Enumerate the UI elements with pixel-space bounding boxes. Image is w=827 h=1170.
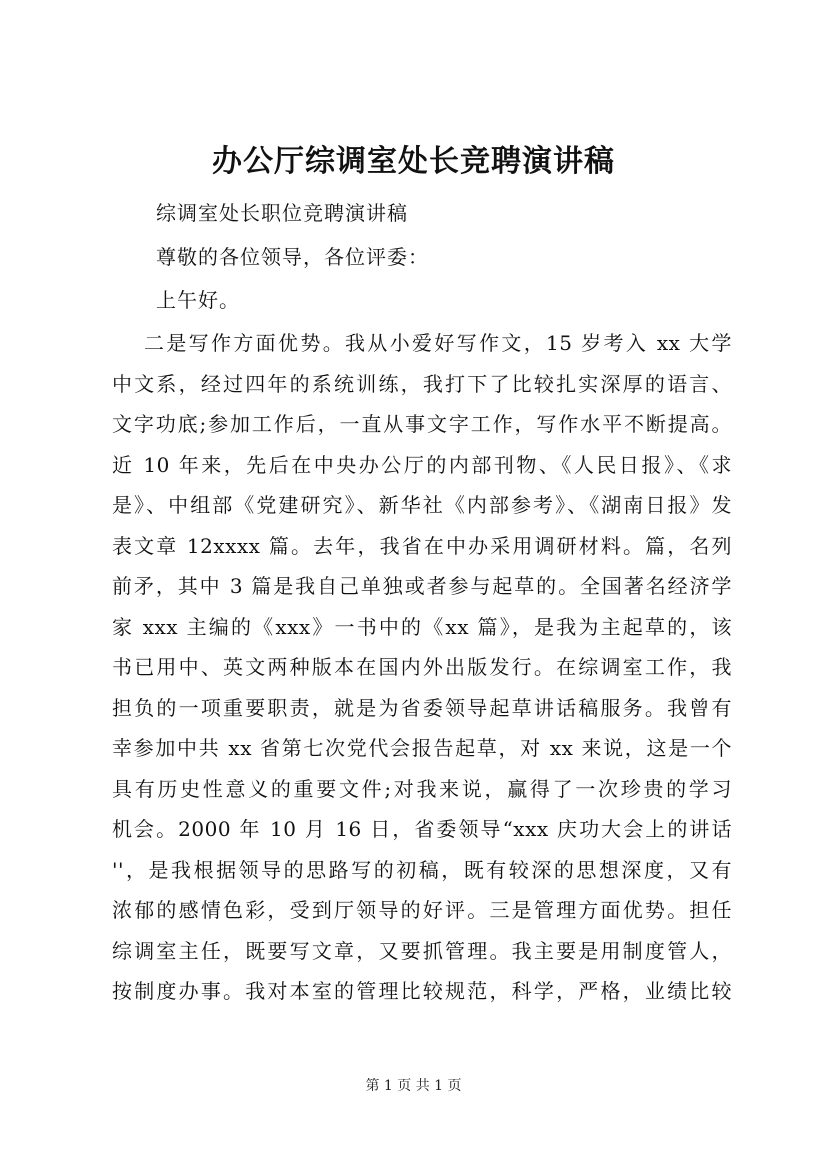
- page-number-footer: 第 1 页 共 1 页: [365, 1078, 462, 1094]
- intro-line-subtitle: 综调室处长职位竞聘演讲稿: [156, 201, 408, 225]
- body-line: 中文系，经过四年的系统训练，我打下了比较扎实深厚的语言、: [112, 371, 732, 396]
- body-line: 近 10 年来，先后在中央办公厅的内部刊物、《人民日报》、《求: [112, 452, 732, 477]
- body-line: 具有历史性意义的重要文件;对我来说，赢得了一次珍贵的学习: [112, 776, 732, 801]
- body-line: 按制度办事。我对本室的管理比较规范，科学，严格，业绩比较: [112, 979, 732, 1003]
- body-line: 担负的一项重要职责，就是为省委领导起草讲话稿服务。我曾有: [112, 695, 732, 720]
- body-line: 前矛，其中 3 篇是我自己单独或者参与起草的。全国著名经济学: [112, 574, 732, 598]
- body-line: 机会。2000 年 10 月 16 日，省委领导“xxx 庆功大会上的讲话: [112, 817, 732, 841]
- body-line: 是》、中组部《党建研究》、新华社《内部参考》、《湖南日报》发: [112, 493, 732, 517]
- body-line: 书已用中、英文两种版本在国内外出版发行。在综调室工作，我: [112, 655, 732, 679]
- body-line: 二是写作方面优势。我从小爱好写作文，15 岁考入 xx 大学: [144, 331, 732, 355]
- body-line: 表文章 12xxxx 篇。去年，我省在中办采用调研材料。篇，名列: [112, 533, 732, 558]
- intro-line-greeting: 上午好。: [156, 288, 240, 312]
- intro-line-salutation: 尊敬的各位领导，各位评委：: [156, 245, 429, 269]
- body-line: 文字功底;参加工作后，一直从事文字工作，写作水平不断提高。: [112, 412, 732, 436]
- document-title: 办公厅综调室处长竞聘演讲稿: [212, 144, 615, 179]
- body-line: 幸参加中共 xx 省第七次党代会报告起草，对 xx 来说，这是一个: [112, 736, 732, 760]
- body-paragraph: [112, 323, 732, 1012]
- body-line: ''，是我根据领导的思路写的初稿，既有较深的思想深度，又有: [112, 857, 732, 882]
- body-line: 综调室主任，既要写文章，又要抓管理。我主要是用制度管人，: [112, 938, 732, 963]
- body-line: 家 xxx 主编的《xxx》一书中的《xx 篇》，是我为主起草的，该: [112, 614, 732, 639]
- body-line: 浓郁的感情色彩，受到厅领导的好评。三是管理方面优势。担任: [112, 898, 732, 922]
